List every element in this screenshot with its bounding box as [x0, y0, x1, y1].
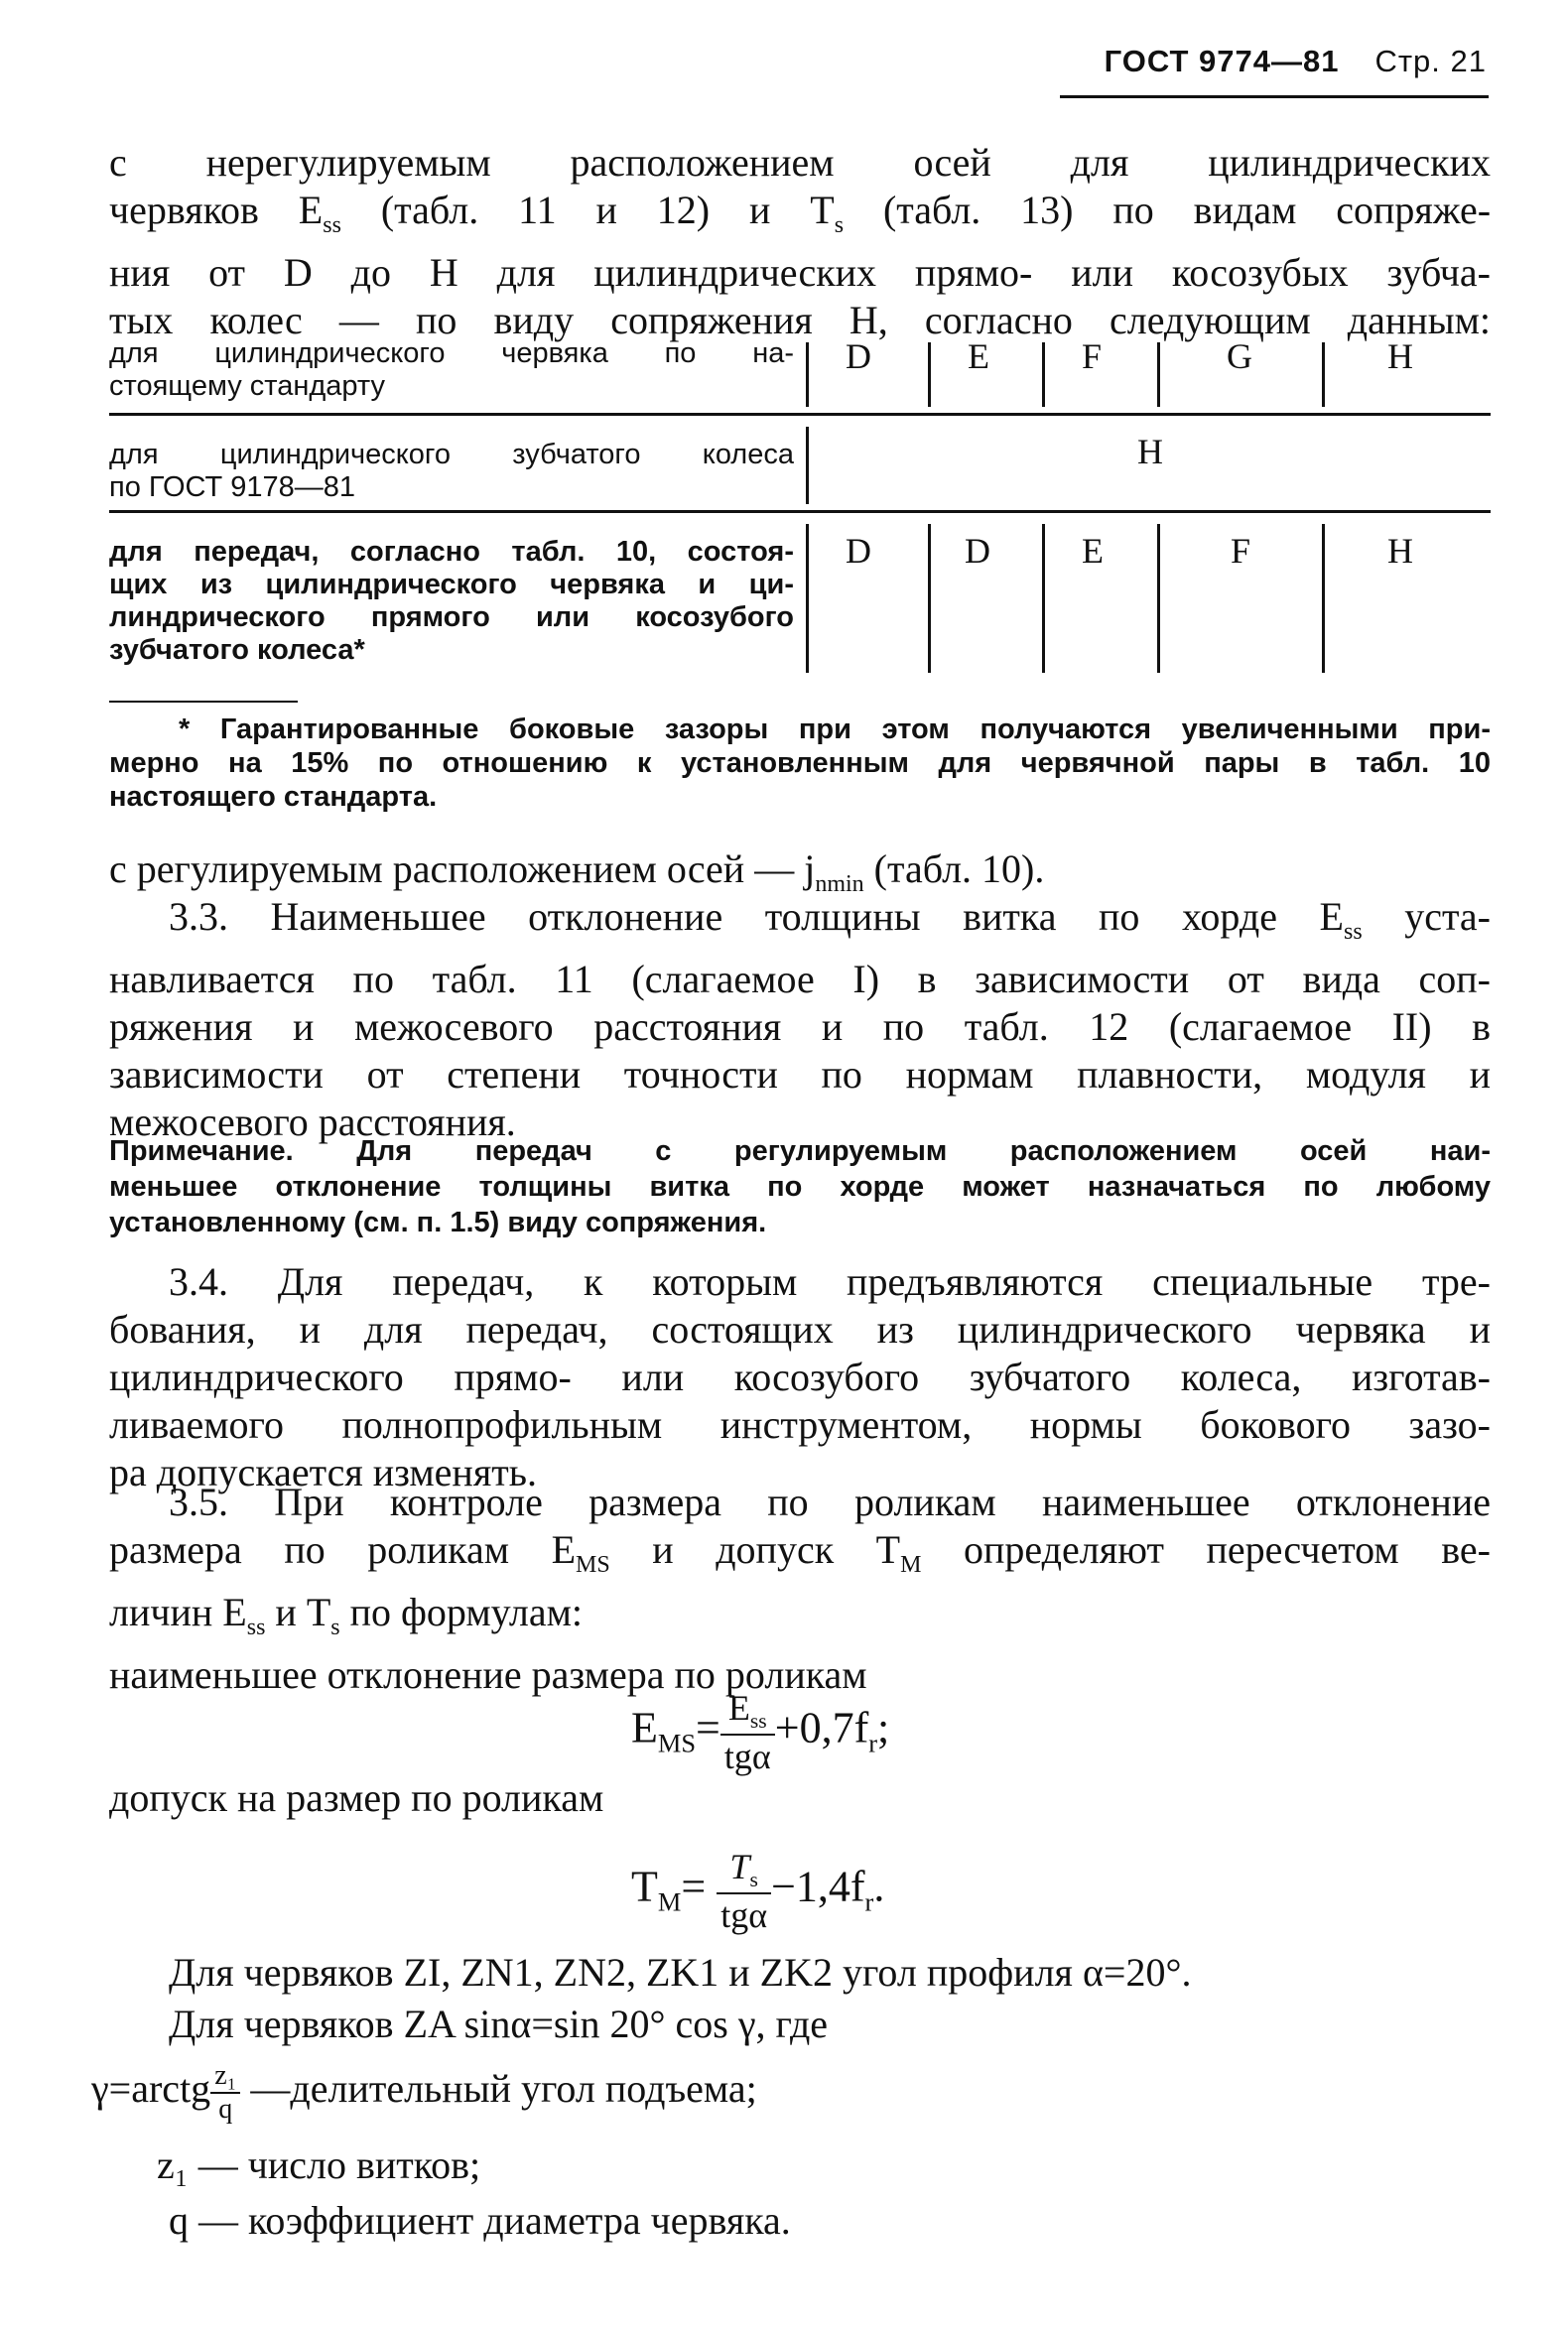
table-divider: [806, 342, 809, 407]
table-cell: F: [1231, 531, 1251, 571]
section-3-5: 3.5. При контроле размера по роликам наименьшее отклонение размера по роликам $E_{MS}$ и допуск $T_M$ определяют пересчетом ве- личин $E_{ss}$ и $T_s$ по формулам: наименьшее отклонение размера по роликам: [109, 1480, 1491, 1697]
worm-types-paragraph: Для червяков ZI, ZN1, ZN2, ZK1 и ZK2 угол профиля α=20°. Для червяков ZA sinα=sin 20° cos γ, где: [169, 1950, 1192, 2046]
gamma-definition: γ=arctg $\frac{\text{z₁}}{q}$ —делительный угол подъема;: [91, 2060, 757, 2125]
page-header: [1105, 44, 1487, 79]
tolerance-line: допуск на размер по роликам: [109, 1775, 604, 1820]
intro-line-4: тых колес — по виду сопряжения H, согласно следующим данным:: [109, 298, 1491, 342]
page-number: Стр. 21: [1374, 44, 1487, 78]
table-cell: H: [1387, 531, 1413, 571]
table-footnote: * Гарантированные боковые зазоры при этом получаются увеличенными при- мерно на 15% по отношению к установленным для червячной пары в табл. 10 настоящего стандарта.: [109, 713, 1491, 813]
table-row3-label: для передач, согласно табл. 10, состоя- щих из цилиндрического червяка и ци- линдрического прямого или косозубого зубчатого колеса*: [109, 536, 794, 666]
table-divider: [928, 342, 931, 407]
intro-paragraph: [109, 139, 1491, 344]
section-3-4: 3.4. Для передач, к которым предъявляются специальные тре- бования, и для передач, состоящих из цилиндрического червяка и цилиндрического прямо- или косозубого зубчатого колеса, изготав- ливаемого полнопрофильным инструментом, нормы бокового зазо- ра допускается изменять.: [109, 1259, 1491, 1494]
table-rule: [109, 413, 1491, 416]
table-divider: [1322, 342, 1325, 407]
table-row1-label: для цилиндрического червяка по на- стоящему стандарту: [109, 337, 794, 402]
table-divider: [1042, 342, 1045, 407]
table-divider: [806, 427, 809, 504]
table-cell: H: [1137, 432, 1163, 471]
footnote-rule: [109, 701, 298, 703]
table-row2-label: для цилиндрического зубчатого колеса по ГОСТ 9178—81: [109, 439, 794, 503]
table-divider: [1322, 524, 1325, 673]
variable-definitions: z₁ — число витков; q — коэффициент диаметра червяка.: [157, 2142, 791, 2243]
table-cell: D: [846, 531, 871, 571]
table-divider: [1157, 524, 1160, 673]
header-rule: [1060, 95, 1489, 98]
intro-line-1: с нерегулируемым расположением осей для цилиндрических: [109, 140, 1491, 185]
table-divider: [928, 524, 931, 673]
intro-line-3: ния от D до H для цилиндрических прямо- или косозубых зубча-: [109, 250, 1491, 295]
regulated-paragraph: с регулируемым расположением осей — $j_{nmin}$ (табл. 10).: [109, 846, 1045, 897]
table-cell: F: [1082, 336, 1103, 376]
formula-ems: $E_{MS}=$ $\frac{E_{ss}}{\text{tgα}}$ $+0,7f_r$;: [631, 1688, 890, 1777]
fraction: $\frac{E_{ss}}{\text{tgα}}$: [720, 1687, 775, 1777]
fraction: $\frac{\text{z₁}}{q}$: [210, 2060, 240, 2126]
table-cell: D: [846, 336, 871, 376]
standard-number: ГОСТ 9774—81: [1104, 44, 1340, 78]
table-cell: H: [1387, 336, 1413, 376]
intro-line-2: червяков $E_{ss}$ (табл. 11 и 12) и $T_s$ (табл. 13) по видам сопряже-: [109, 188, 1492, 238]
table-divider: [1157, 342, 1160, 407]
table-cell: G: [1227, 336, 1252, 376]
fraction: $\frac{T_s}{\text{tgα}}$: [717, 1846, 771, 1936]
table-divider: [806, 524, 809, 673]
table-cell: E: [968, 336, 989, 376]
note-paragraph: Примечание. Для передач с регулируемым расположением осей наи- меньшее отклонение толщины витка по хорде может назначаться по любому установленному (см. п. 1.5) виду сопряжения.: [109, 1135, 1491, 1238]
formula-tm: $T_M=$ $\frac{T_s}{\text{tgα}}$ $-1,4f_r$.: [631, 1847, 885, 1936]
table-divider: [1042, 524, 1045, 673]
section-3-3: 3.3. Наименьшее отклонение толщины витка по хорде $E_{ss}$ уста- навливается по табл. 11 (слагаемое I) в зависимости от вида соп- ряжения и межосевого расстояния и по табл. 12 (слагаемое II) в зависимости от степени точности по нормам плавности, модуля и межосевого расстояния.: [109, 894, 1491, 1144]
table-rule: [109, 510, 1491, 513]
table-cell: D: [965, 531, 990, 571]
table-cell: E: [1082, 531, 1104, 571]
